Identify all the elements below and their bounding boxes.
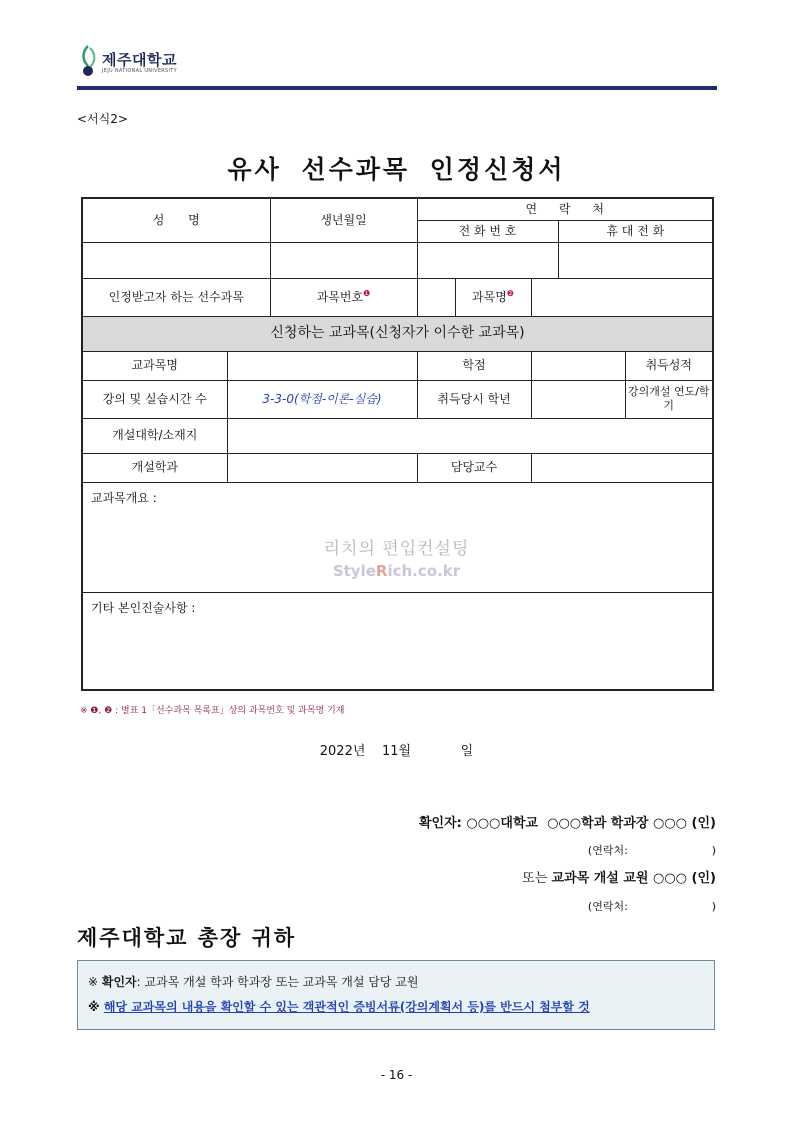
- course-name-text: 과목명: [472, 290, 507, 304]
- notice-line1: [88, 973, 704, 990]
- watermark-line1: 리치의 편입컨설팅: [323, 539, 470, 559]
- course-name-mark: ❷: [506, 289, 514, 298]
- header-bar: [77, 86, 717, 90]
- credits-field[interactable]: [531, 351, 625, 380]
- other-field[interactable]: [82, 592, 713, 690]
- name-field[interactable]: [82, 242, 270, 278]
- page-number: - 16 -: [380, 1068, 413, 1082]
- page-title: 유사 선수과목 인정신청서: [227, 155, 566, 184]
- hours-example[interactable]: 3-3-0(학점-이론-실습): [227, 380, 417, 418]
- watermark-line2: [0, 562, 793, 580]
- hours-label: 강의 및 실습시간 수: [82, 380, 227, 418]
- logo-english-text: JEJU NATIONAL UNIVERSITY: [102, 68, 178, 74]
- watermark: [0, 534, 793, 580]
- contact-label: 연 락 처: [417, 198, 713, 220]
- course-no-text: 과목번호: [316, 290, 364, 304]
- professor-field[interactable]: [531, 453, 713, 482]
- birth-field[interactable]: [270, 242, 417, 278]
- year-at-label: 취득당시 학년: [417, 380, 531, 418]
- subject-name-field[interactable]: [227, 351, 417, 380]
- notice2-prefix: ※: [88, 1000, 104, 1014]
- course-name-field[interactable]: [531, 278, 713, 316]
- alternate-confirmer: 교과목 개설 교원 ○○○ (인): [551, 871, 716, 886]
- date-year: 2022년: [319, 744, 366, 759]
- subject-name-label: 교과목명: [82, 351, 227, 380]
- mobile-label: 휴 대 전 화: [558, 220, 713, 242]
- grade-label: 취득성적: [625, 351, 713, 380]
- professor-label: 담당교수: [417, 453, 531, 482]
- notice-line2: [88, 998, 704, 1015]
- form-number: <서식2>: [77, 112, 128, 126]
- addressee: 제주대학교 총장 귀하: [77, 926, 297, 950]
- univ-field[interactable]: [227, 418, 713, 453]
- phone-field[interactable]: [417, 242, 558, 278]
- name-label: 성 명: [82, 198, 270, 242]
- other-label: 기타 본인진술사항 :: [91, 600, 196, 615]
- overview-label: 교과목개요 :: [91, 490, 157, 505]
- offered-label: 강의개설 연도/학기: [625, 380, 713, 418]
- confirmer-line: 확인자: ○○○대학교 ○○○학과 학과장 ○○○ (인): [418, 816, 716, 831]
- section-header: 신청하는 교과목(신청자가 이수한 교과목): [82, 316, 713, 351]
- university-logo-icon: [76, 44, 100, 78]
- prereq-label: 인정받고자 하는 선수과목: [82, 278, 270, 316]
- dept-label: 개설학과: [82, 453, 227, 482]
- application-form-table: [81, 197, 714, 691]
- logo-korean-text: 제주대학교: [102, 51, 177, 69]
- course-no-label: [270, 278, 417, 316]
- watermark-r: R: [375, 562, 388, 580]
- notice1-text: : 교과목 개설 학과 학과장 또는 교과목 개설 담당 교원: [136, 975, 419, 989]
- notice-box: [77, 960, 715, 1030]
- year-at-field[interactable]: [531, 380, 625, 418]
- phone-label: 전 화 번 호: [417, 220, 558, 242]
- confirmer-contact: (연락처: ): [587, 844, 716, 857]
- alternate-confirmer-line: [522, 867, 716, 886]
- birth-label: 생년월일: [270, 198, 417, 242]
- course-name-label: [455, 278, 531, 316]
- dept-field[interactable]: [227, 453, 417, 482]
- course-no-mark: ❶: [363, 289, 371, 298]
- notice1-prefix: ※: [88, 975, 102, 989]
- notice2-text: 해당 교과목의 내용을 확인할 수 있는 객관적인 증빙서류(강의계획서 등)를 반드시 첨부할 것: [103, 1000, 590, 1014]
- watermark-domain: ich.co.kr: [387, 562, 461, 580]
- date-day: 일: [460, 744, 474, 759]
- alternate-contact: (연락처: ): [587, 900, 716, 913]
- mobile-field[interactable]: [558, 242, 713, 278]
- univ-label: 개설대학/소재지: [82, 418, 227, 453]
- footnote: ※ ❶, ❷ : 별표 1「선수과목 목록표」상의 과목번호 및 과목명 기재: [80, 706, 345, 716]
- date-line: [0, 740, 793, 759]
- date-month: 11월: [381, 744, 412, 759]
- notice1-bold: 확인자: [101, 975, 137, 989]
- watermark-style: Style: [332, 562, 376, 580]
- or-prefix: 또는: [522, 871, 552, 886]
- course-no-field[interactable]: [417, 278, 455, 316]
- credits-label: 학점: [417, 351, 531, 380]
